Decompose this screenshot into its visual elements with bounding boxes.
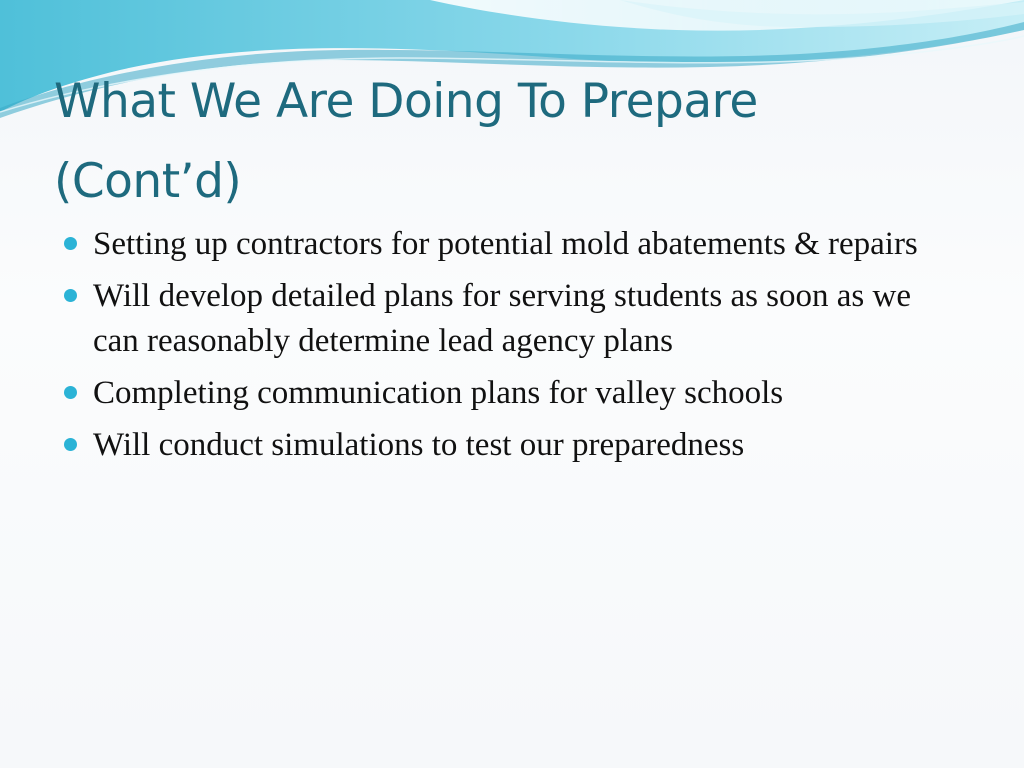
bullet-marker-icon (64, 386, 77, 399)
slide-title-line-2: (Cont’d) (54, 154, 242, 209)
bullet-item (64, 371, 964, 416)
bullet-list (64, 222, 964, 475)
bullet-marker-icon (64, 237, 77, 250)
slide-title (54, 62, 994, 222)
bullet-item (64, 274, 964, 364)
bullet-text: Will conduct simulations to test our preparedness (93, 427, 745, 463)
bullet-text: Setting up contractors for potential mold abatements & repairs (93, 226, 918, 262)
bullet-marker-icon (64, 438, 77, 451)
bullet-text: Will develop detailed plans for serving students as soon as we can reasonably determine lead agency plans (93, 278, 911, 359)
bullet-item (64, 423, 964, 468)
slide-title-line-1: What We Are Doing To Prepare (54, 74, 758, 129)
bullet-item (64, 222, 964, 267)
bullet-marker-icon (64, 289, 77, 302)
bullet-text: Completing communication plans for valley schools (93, 375, 784, 411)
